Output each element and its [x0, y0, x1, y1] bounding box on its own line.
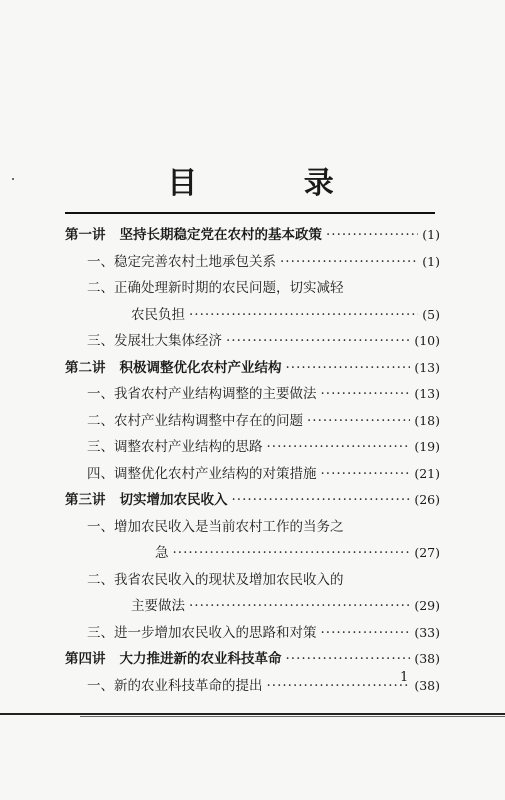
dot-leader: [267, 673, 411, 700]
toc-section-entry: [65, 275, 440, 302]
entry-page-number: (10): [414, 333, 440, 348]
entry-page-number: (33): [414, 624, 440, 640]
dot-leader: [173, 540, 411, 567]
entry-title: 大力推进新的农业科技革命: [119, 651, 282, 667]
dot-leader: [321, 620, 411, 647]
entry-title: 积极调整优化农村产业结构: [119, 359, 282, 376]
dot-leader: [286, 646, 411, 673]
dot-leader: [321, 381, 411, 408]
entry-title: 二、我省农民收入的现状及增加农民收入的: [87, 571, 344, 588]
dot-leader: [326, 222, 418, 249]
dot-leader: [280, 249, 418, 276]
toc-section-entry: [65, 673, 440, 700]
toc-section-entry: [65, 567, 440, 594]
entry-title: 一、稳定完善农村土地承包关系: [87, 253, 276, 270]
entry-title: 三、进一步增加农民收入的思路和对策: [87, 624, 317, 641]
page-number: 1: [400, 670, 409, 685]
bottom-border: [0, 713, 505, 715]
entry-title: 切实增加农民收入: [119, 492, 228, 508]
entry-page-number: (21): [414, 465, 440, 481]
chapter-number: 第二讲: [65, 359, 106, 376]
entry-page-number: (1): [422, 253, 440, 269]
entry-page-number: (13): [414, 386, 440, 401]
title-rule: [65, 212, 435, 214]
entry-title: 主要做法: [131, 598, 185, 614]
entry-title: 一、新的农业科技革命的提出: [87, 677, 263, 694]
entry-title: 一、增加农民收入是当前农村工作的当务之: [87, 518, 344, 535]
toc-section-entry: [65, 514, 440, 541]
dot-leader: [267, 434, 411, 461]
entry-title: 三、调整农村产业结构的思路: [87, 439, 263, 455]
entry-title: 二、正确处理新时期的农民问题，切实减轻: [87, 280, 344, 296]
dot-leader: [189, 302, 418, 329]
dot-leader: [189, 593, 410, 620]
dot-leader: [286, 355, 411, 382]
entry-page-number: (26): [414, 492, 440, 507]
chapter-number: 第三讲: [65, 492, 106, 508]
entry-title: 急: [155, 545, 169, 561]
entry-page-number: (19): [414, 439, 440, 454]
entry-title: 坚持长期稳定党在农村的基本政策: [119, 227, 322, 243]
dot-leader: [232, 487, 411, 514]
chapter-number: 第一讲: [65, 227, 106, 243]
bottom-border-thin: [80, 716, 505, 717]
dot-leader: [321, 461, 411, 488]
entry-page-number: (27): [414, 545, 440, 560]
entry-page-number: (38): [414, 651, 440, 666]
toc-section-entry: [65, 540, 440, 567]
toc-section-entry: [65, 461, 440, 488]
entry-page-number: (38): [414, 677, 440, 693]
toc-chapter-entry: [65, 646, 440, 673]
entry-page-number: (1): [422, 227, 440, 242]
toc-title: 目 录: [167, 166, 382, 201]
toc-section-entry: [65, 593, 440, 620]
entry-title: 农民负担: [131, 306, 185, 323]
chapter-number: 第四讲: [65, 651, 106, 667]
toc-section-entry: [65, 249, 440, 276]
scan-speck: [12, 178, 14, 180]
entry-page-number: (29): [414, 598, 440, 613]
dot-leader: [226, 328, 410, 355]
toc-section-entry: [65, 302, 440, 329]
entry-page-number: (13): [414, 359, 440, 375]
toc-chapter-entry: [65, 222, 440, 249]
entry-page-number: (5): [422, 306, 440, 322]
toc-chapter-entry: [65, 355, 440, 382]
entry-title: 一、我省农村产业结构调整的主要做法: [87, 386, 317, 402]
entry-title: 四、调整优化农村产业结构的对策措施: [87, 465, 317, 482]
toc-section-entry: [65, 381, 440, 408]
dot-leader: [307, 408, 410, 435]
entry-title: 二、农村产业结构调整中存在的问题: [87, 412, 303, 429]
entry-title: 三、发展壮大集体经济: [87, 333, 222, 349]
toc-section-entry: [65, 408, 440, 435]
toc-section-entry: [65, 434, 440, 461]
table-of-contents: [65, 222, 440, 699]
entry-page-number: (18): [414, 412, 440, 428]
toc-chapter-entry: [65, 487, 440, 514]
toc-section-entry: [65, 620, 440, 647]
toc-section-entry: [65, 328, 440, 355]
